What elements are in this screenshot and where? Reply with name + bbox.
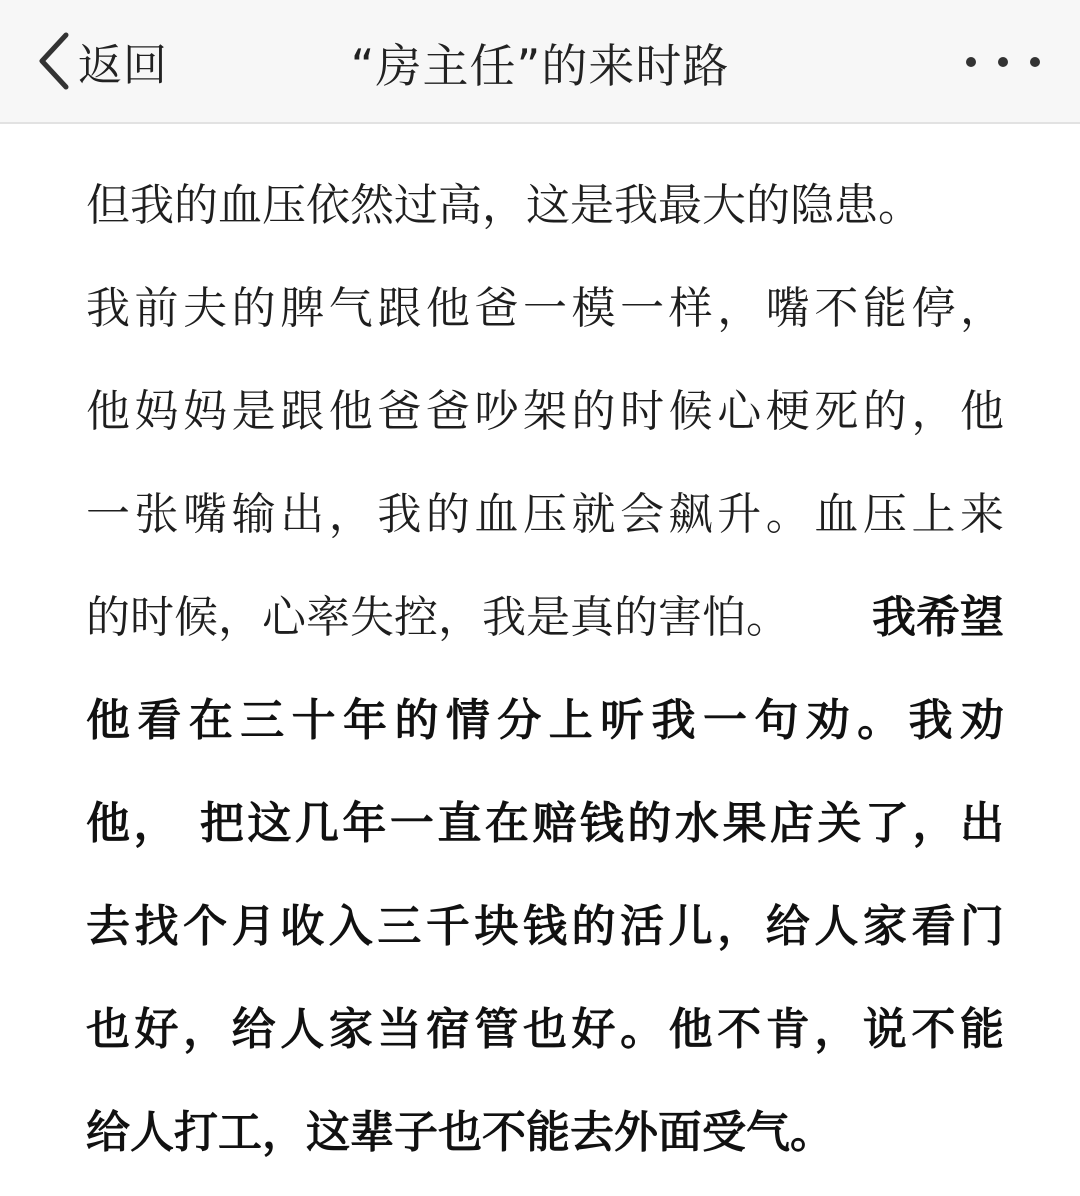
article-text-bold: 他看在三十年的情分上听我一句劝。我劝 — [86, 695, 1004, 746]
article-body — [86, 154, 1004, 1184]
navigation-bar — [0, 0, 1080, 124]
article-line-bold — [86, 669, 1004, 772]
article-line-bold — [86, 772, 1004, 875]
article-line: 我前夫的脾气跟他爸一模一样，嘴不能停， — [86, 283, 1004, 334]
article-line-bold — [86, 978, 1004, 1081]
more-options-button[interactable] — [966, 42, 1040, 82]
article-line-bold — [86, 875, 1004, 978]
back-button[interactable] — [34, 26, 168, 96]
article-text-bold: 他， 把这几年一直在赔钱的水果店关了，出 — [86, 798, 1004, 849]
more-horizontal-icon — [966, 57, 976, 67]
article-text-bold: 我希望 — [872, 592, 1004, 643]
article-line — [86, 566, 1004, 669]
article-line: 一张嘴输出，我的血压就会飙升。血压上来 — [86, 489, 1004, 540]
more-horizontal-icon — [1030, 57, 1040, 67]
article-line: 他妈妈是跟他爸爸吵架的时候心梗死的，他 — [86, 386, 1004, 437]
article-line-bold — [86, 1081, 1004, 1184]
more-horizontal-icon — [998, 57, 1008, 67]
back-label: 返回 — [78, 40, 168, 91]
chevron-left-icon — [34, 29, 74, 93]
article-text-normal: 的时候，心率失控，我是真的害怕。 — [86, 592, 790, 643]
article-text-bold: 去找个月收入三千块钱的活儿，给人家看门 — [86, 901, 1004, 952]
page-title: “房主任”的来时路 — [350, 39, 730, 93]
article-line: 但我的血压依然过高，这是我最大的隐患。 — [86, 180, 922, 231]
article-text-bold: 给人打工，这辈子也不能去外面受气。 — [86, 1107, 834, 1158]
article-text-bold: 也好，给人家当宿管也好。他不肯，说不能 — [86, 1004, 1004, 1055]
